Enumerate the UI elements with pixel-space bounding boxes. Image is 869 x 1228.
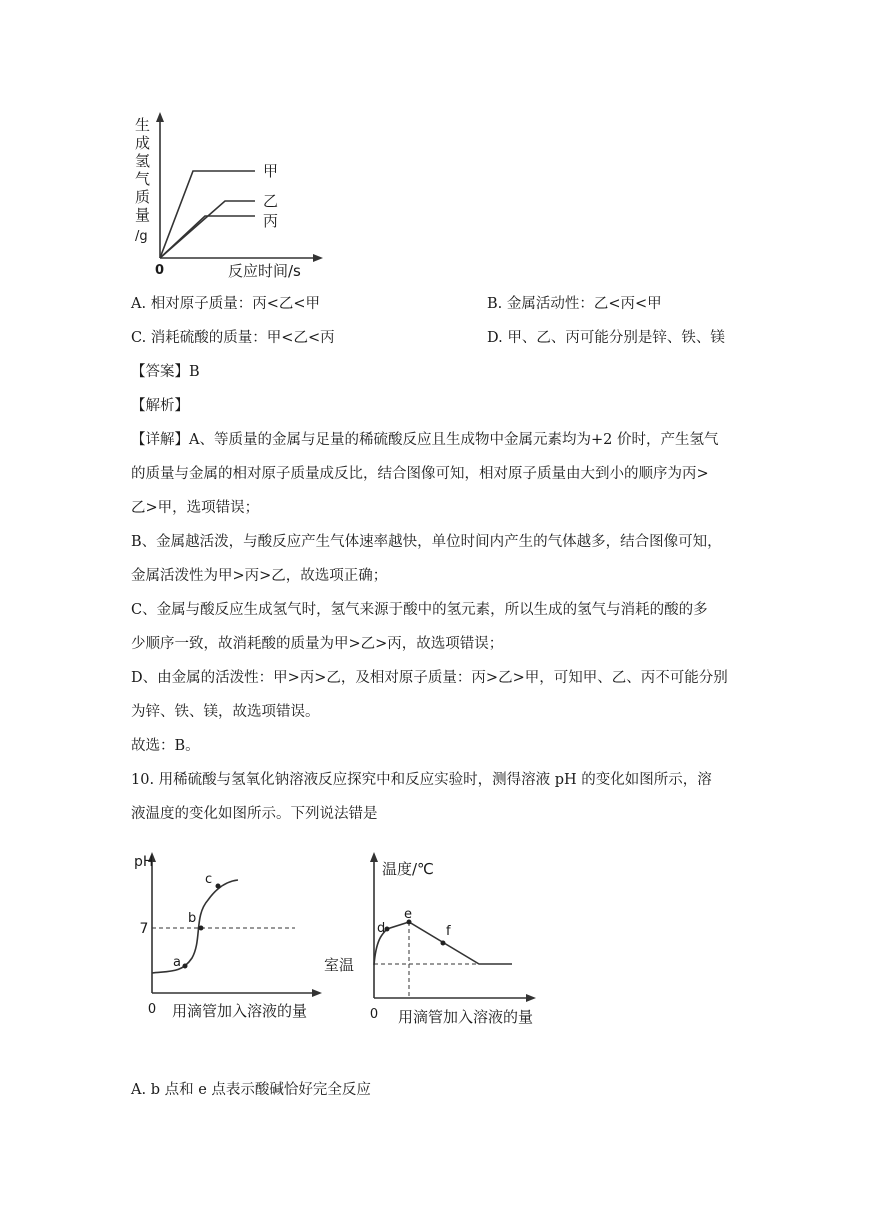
option-c: C. 消耗硫酸的质量：甲<乙<丙 [131, 330, 335, 346]
x-axis-label: 用滴管加入溶液的量 [398, 1008, 534, 1026]
label-e: e [404, 907, 412, 922]
series-label-bing: 丙 [263, 212, 279, 230]
ph-curve [152, 880, 238, 973]
point-f [441, 941, 446, 946]
answer-line: 【答案】B [131, 364, 200, 380]
origin-label: 0 [147, 1002, 157, 1017]
origin-label: 0 [155, 263, 165, 278]
y-label-char: 量 [135, 206, 151, 224]
label-b: b [188, 911, 197, 926]
ph-7-label: 7 [139, 921, 149, 937]
y-label-char: 氢 [135, 152, 151, 170]
label-c: c [205, 872, 213, 887]
y-label-char: 成 [135, 134, 151, 152]
option-a: A. 相对原子质量：丙<乙<甲 [131, 296, 320, 312]
analysis-header: 【解析】 [131, 398, 189, 414]
label-f: f [446, 924, 451, 939]
detail-line: C、金属与酸反应生成氢气时，氢气来源于酸中的氢元素，所以生成的氢气与消耗的酸的多 [131, 602, 708, 618]
y-label-char: 气 [135, 170, 151, 188]
ph-axis-label: pH [134, 854, 154, 870]
x-axis-label: 用滴管加入溶液的量 [172, 1002, 308, 1020]
detail-line: 金属活泼性为甲>丙>乙，故选项正确； [131, 568, 388, 584]
curve-yi [160, 201, 255, 258]
ph-chart [130, 848, 330, 1028]
y-axis-arrow-icon [156, 112, 164, 122]
detail-line: 为锌、铁、镁，故选项错误。 [131, 704, 320, 720]
hydrogen-mass-chart [125, 108, 325, 283]
label-a: a [173, 955, 181, 970]
temperature-axis-label: 温度/℃ [382, 860, 434, 878]
y-label-char: 质 [135, 188, 151, 206]
option-b: B. 金属活动性：乙<丙<甲 [487, 296, 662, 312]
x-axis-arrow-icon [526, 994, 536, 1002]
question-10-line: 10. 用稀硫酸与氢氧化钠溶液反应探究中和反应实验时，测得溶液 pH 的变化如图所示，溶 [131, 772, 712, 788]
x-axis-arrow-icon [313, 254, 323, 262]
detail-line: 乙>甲，选项错误； [131, 500, 260, 516]
detail-line: 少顺序一致，故消耗酸的质量为甲>乙>丙，故选项错误； [131, 636, 504, 652]
x-axis-label: 反应时间/s [228, 262, 301, 280]
question-10-line: 液温度的变化如图所示。下列说法错是 [131, 806, 378, 822]
option-d: D. 甲、乙、丙可能分别是锌、铁、镁 [487, 330, 725, 346]
series-label-jia: 甲 [263, 162, 279, 180]
detail-line: 故选：B。 [131, 738, 200, 754]
room-temp-label: 室温 [324, 956, 355, 974]
x-axis-arrow-icon [312, 989, 322, 997]
y-label-char: 生 [135, 116, 151, 134]
detail-line: B、金属越活泼，与酸反应产生气体速率越快，单位时间内产生的气体越多，结合图像可知， [131, 534, 722, 550]
series-label-yi: 乙 [263, 192, 279, 210]
detail-line: 的质量与金属的相对原子质量成反比，结合图像可知，相对原子质量由大到小的顺序为丙> [131, 466, 709, 482]
point-b [199, 926, 204, 931]
y-axis-arrow-icon [370, 852, 378, 862]
y-label-unit: /g [135, 229, 148, 244]
point-a [183, 964, 188, 969]
point-c [216, 884, 221, 889]
detail-line: D、由金属的活泼性：甲>丙>乙，及相对原子质量：丙>乙>甲，可知甲、乙、丙不可能分别 [131, 670, 728, 686]
temperature-chart [322, 848, 552, 1033]
origin-label: 0 [369, 1007, 379, 1022]
label-d: d [377, 921, 386, 936]
question-10-option-a: A. b 点和 e 点表示酸碱恰好完全反应 [131, 1082, 371, 1098]
detail-line: 【详解】A、等质量的金属与足量的稀硫酸反应且生成物中金属元素均为+2 价时，产生氢气 [131, 432, 719, 448]
